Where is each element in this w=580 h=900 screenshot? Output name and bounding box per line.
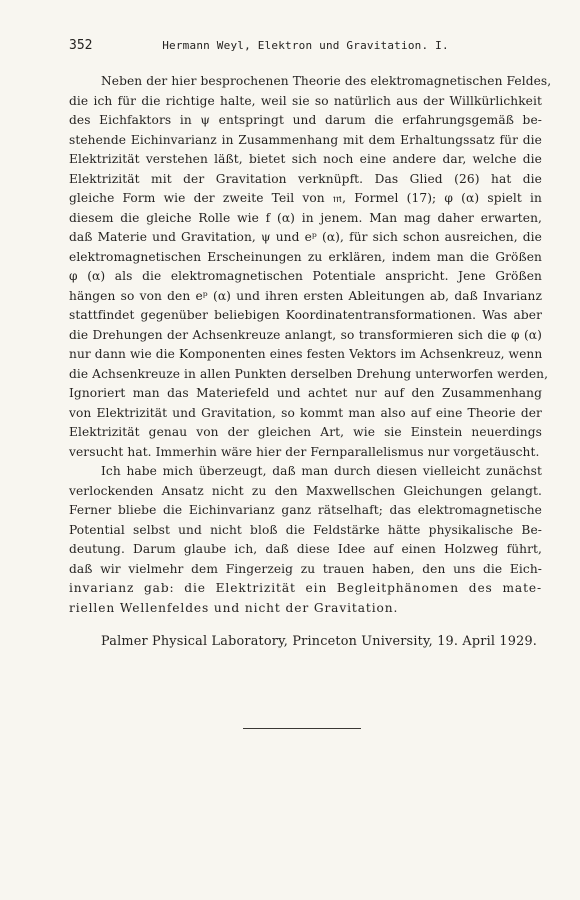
text-line: verlockenden Ansatz nicht zu den Maxwellschen Gleichungen gelangt. [69, 483, 542, 498]
text-line: stehende Eichinvarianz in Zusammenhang mit dem Erhaltungssatz für die [69, 132, 542, 147]
text-line: gleiche Form wie der zweite Teil von 𝔪, Formel (17); φ (α) spielt in [69, 191, 542, 205]
text-line: Ignoriert man das Materiefeld und achtet nur auf den Zusammenhang [69, 386, 542, 400]
text-line: nur dann wie die Komponenten eines festen Vektors im Achsenkreuz, wenn [69, 347, 543, 361]
text-line: versucht hat. Immerhin wäre hier der Fernparallelismus nur vorgetäuscht. [69, 444, 540, 459]
text-line: stattfindet gegenüber beliebigen Koordinatentransformationen. Was aber [69, 308, 542, 322]
text-line: Ferner bliebe die Eichinvarianz ganz rätselhaft; das elektromagnetische [69, 503, 542, 517]
text-line: des Eichfaktors in ψ entspringt und darum die erfahrungsgemäß be- [69, 113, 542, 127]
text-line: die Drehungen der Achsenkreuze anlangt, so transformieren sich die φ (α) [69, 327, 542, 342]
text-line: invarianz gab: die Elektrizität ein Begleitphänomen des mate- [69, 581, 542, 595]
text-line: Elektrizität genau von der gleichen Art, wie sie Einstein neuerdings [69, 425, 542, 439]
text-line: daß wir vielmehr dem Fingerzeig zu trauen haben, den uns die Eich- [69, 561, 542, 576]
text-line: deutung. Darum glaube ich, daß diese Idee auf einen Holzweg führt, [69, 542, 542, 556]
text-line: Elektrizität verstehen läßt, bietet sich noch eine andere dar, welche die [69, 152, 542, 166]
running-title: Hermann Weyl, Elektron und Gravitation. I. [162, 39, 449, 52]
text-line: die Achsenkreuze in allen Punkten derselben Drehung unterworfen werden, [69, 366, 549, 381]
affiliation-signature: Palmer Physical Laboratory, Princeton University, 19. April 1929. [101, 634, 538, 649]
text-line: φ (α) als die elektromagnetischen Potentiale anspricht. Jene Größen [69, 269, 542, 283]
text-line: die ich für die richtige halte, weil sie so natürlich aus der Willkürlichkeit [69, 93, 542, 108]
text-line: riellen Wellenfeldes und nicht der Gravitation. [69, 600, 399, 615]
page-number: 352 [69, 38, 93, 53]
text-line: daß Materie und Gravitation, ψ und eᵖ (α), für sich schon ausreichen, die [69, 230, 542, 244]
text-line: Neben der hier besprochenen Theorie des elektromagnetischen Feldes, [101, 74, 552, 88]
text-line: diesem die gleiche Rolle wie f (α) in jenem. Man mag daher erwarten, [69, 210, 542, 225]
running-header [69, 36, 542, 56]
text-line: hängen so von den eᵖ (α) und ihren ersten Ableitungen ab, daß Invarianz [69, 288, 542, 303]
article-body [69, 72, 552, 618]
text-line: Ich habe mich überzeugt, daß man durch diesen vielleicht zunächst [101, 464, 542, 478]
text-line: Elektrizität mit der Gravitation verknüpft. Das Glied (26) hat die [69, 171, 542, 186]
text-line: von Elektrizität und Gravitation, so kommt man also auf eine Theorie der [69, 405, 542, 420]
text-line: elektromagnetischen Erscheinungen zu erklären, indem man die Größen [69, 249, 542, 264]
text-line: Potential selbst und nicht bloß die Feldstärke hätte physikalische Be- [69, 522, 542, 537]
end-rule [243, 728, 361, 729]
